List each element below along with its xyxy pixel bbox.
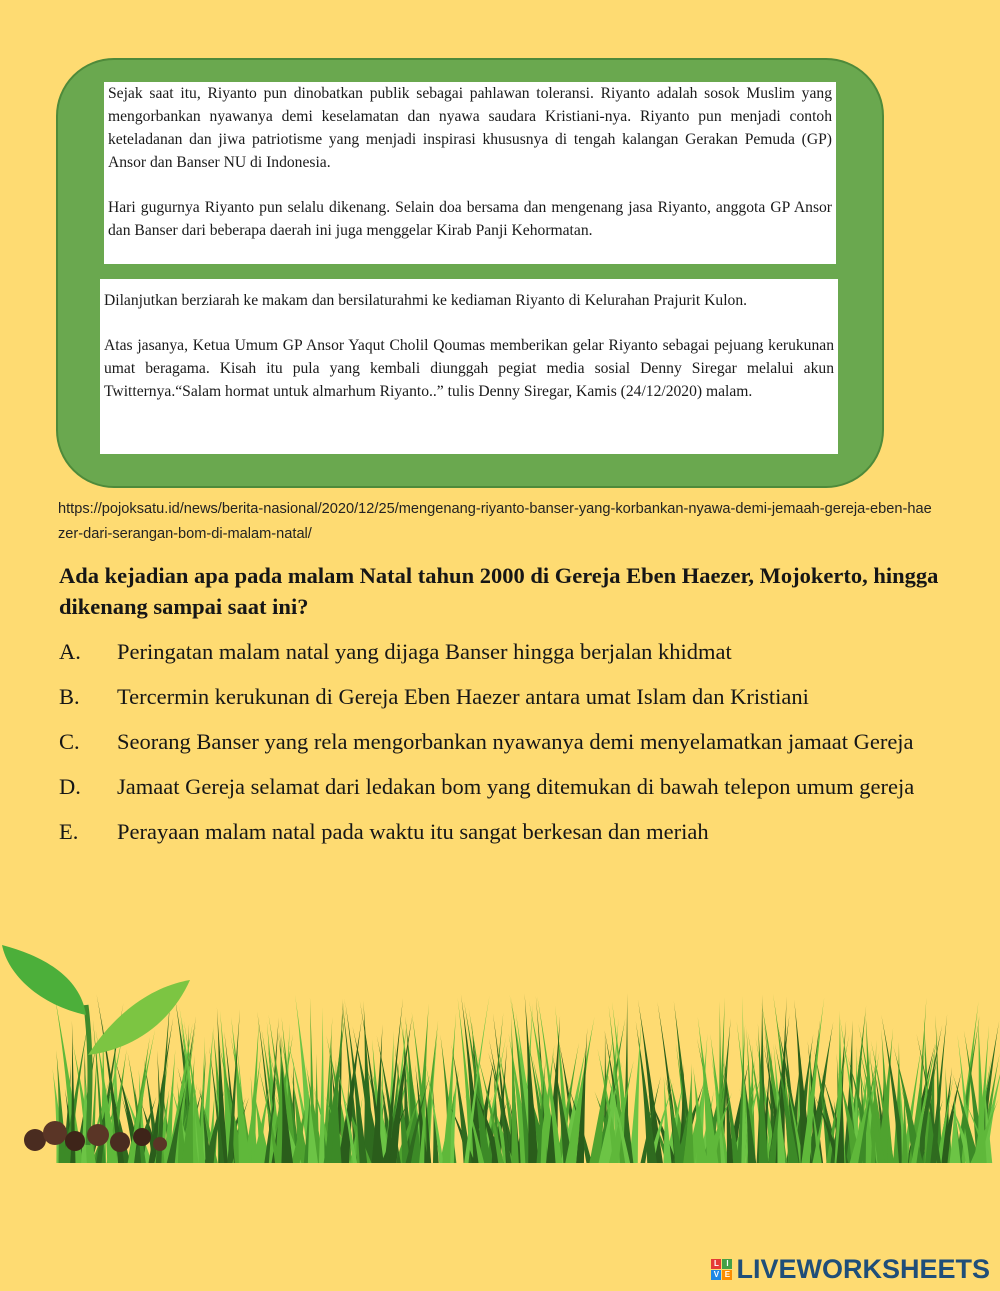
option-letter: A. xyxy=(59,639,81,664)
option-letter: E. xyxy=(59,819,79,844)
article-paragraph: Sejak saat itu, Riyanto pun dinobatkan publik sebagai pahlawan toleransi. Riyanto adalah sosok Muslim yang mengorbankan nyawanya demi keselamatan dan nyawa saudara Kristiani-nya. Riyanto pun menjadi contoh keteladanan dan jiwa patriotisme yang menjadi inspirasi khususnya di tengah kalangan Gerakan Pemuda (GP) Ansor dan Banser NU di Indonesia. xyxy=(108,85,832,171)
article-card-2 xyxy=(100,279,838,454)
option-text: Jamaat Gereja selamat dari ledakan bom yang ditemukan di bawah telepon umum gereja xyxy=(117,774,915,799)
grass-blades xyxy=(52,993,1000,1163)
option-e[interactable] xyxy=(59,816,959,847)
option-d[interactable] xyxy=(59,771,959,802)
brand-mark-icon xyxy=(711,1259,732,1280)
option-text: Seorang Banser yang rela mengorbankan nyawanya demi menyelamatkan jamaat Gereja xyxy=(117,729,914,754)
option-c[interactable] xyxy=(59,726,959,757)
option-text: Perayaan malam natal pada waktu itu sangat berkesan dan meriah xyxy=(117,819,709,844)
article-paragraph: Dilanjutkan berziarah ke makam dan bersilaturahmi ke kediaman Riyanto di Kelurahan Prajurit Kulon. xyxy=(104,292,748,309)
article-paragraph: Atas jasanya, Ketua Umum GP Ansor Yaqut Cholil Qoumas memberikan gelar Riyanto sebagai pejuang kerukunan umat beragama. Kisah itu pula yang kembali diunggah pegiat media sosial Denny Siregar melalui akun Twitternya.“Salam hormat untuk almarhum Riyanto..” tulis Denny Siregar, Kamis (24/12/2020) malam. xyxy=(104,337,834,400)
question-text: Ada kejadian apa pada malam Natal tahun 2000 di Gereja Eben Haezer, Mojokerto, hingga dikenang sampai saat ini? xyxy=(59,563,939,619)
logo-tile: I xyxy=(722,1259,732,1269)
answer-options xyxy=(59,636,959,861)
option-letter: D. xyxy=(59,774,81,799)
article-paragraph: Hari gugurnya Riyanto pun selalu dikenang. Selain doa bersama dan mengenang jasa Riyanto, anggota GP Ansor dan Banser dari beberapa daerah ini juga menggelar Kirab Panji Kehormatan. xyxy=(108,199,832,239)
option-letter: B. xyxy=(59,684,80,709)
logo-tile: V xyxy=(711,1270,721,1280)
option-b[interactable] xyxy=(59,681,959,712)
option-letter: C. xyxy=(59,729,80,754)
option-text: Tercermin kerukunan di Gereja Eben Haezer antara umat Islam dan Kristiani xyxy=(117,684,809,709)
grass-blade xyxy=(629,1021,641,1163)
article-card-1 xyxy=(104,82,836,264)
grass-illustration xyxy=(0,945,1000,1170)
grass-blade xyxy=(319,1007,325,1163)
brand-name: LIVEWORKSHEETS xyxy=(736,1254,990,1284)
liveworksheets-logo xyxy=(711,1254,990,1285)
logo-tile: L xyxy=(711,1259,721,1269)
logo-tile: E xyxy=(722,1270,732,1280)
source-url: https://pojoksatu.id/news/berita-nasional/2020/12/25/mengenang-riyanto-banser-yang-korbankan-nyawa-demi-jemaah-gereja-eben-haezer-dari-serangan-bom-di-malam-natal/ xyxy=(58,501,932,542)
option-text: Peringatan malam natal yang dijaga Banser hingga berjalan khidmat xyxy=(117,639,732,664)
option-a[interactable] xyxy=(59,636,959,667)
